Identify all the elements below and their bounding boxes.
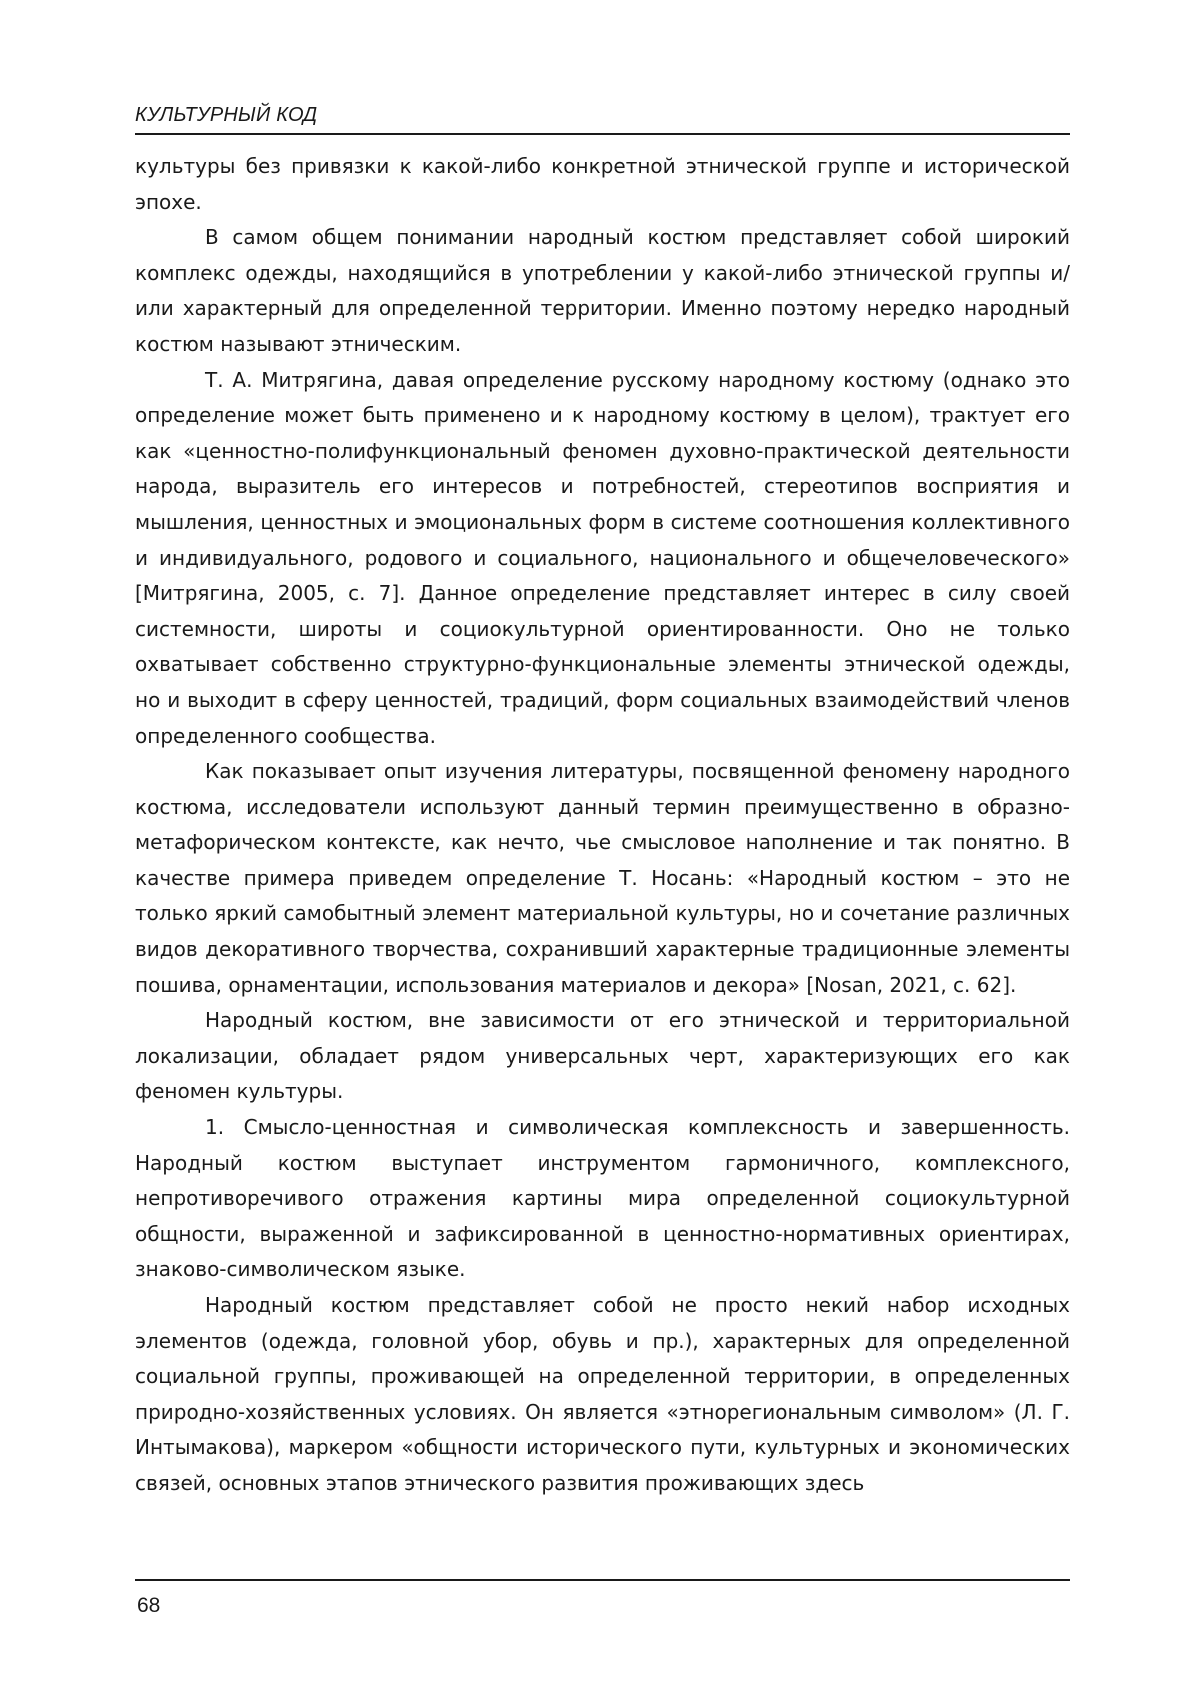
paragraph: Народный костюм, вне зависимости от его этнической и территориальной локализации, обладает рядом универсальных черт, характеризующих его как феномен культуры. [135, 1008, 1070, 1104]
footer-rule [135, 1579, 1070, 1581]
paragraph: 1. Смысло-ценностная и символическая комплексность и завершенность. Народный костюм выступает инструментом гармоничного, комплексного, непротиворечивого отражения картины мира определенной социокультурной общности, выраженной и зафиксированной в ценностно-нормативных ориентирах, знаково-символическом языке. [135, 1115, 1070, 1282]
body-text [135, 149, 1070, 1502]
paragraph-continued: культуры без привязки к какой-либо конкретной этнической группе и исторической эпохе. [135, 154, 1070, 214]
header-rule [135, 133, 1070, 135]
paragraph: Как показывает опыт изучения литературы, посвященной феномену народного костюма, исследователи используют данный термин преимущественно в образно-метафорическом контексте, как нечто, чье смысловое наполнение и так понятно. В качестве примера приведем определение Т. Носань: «Народный костюм – это не только яркий самобытный элемент материальной культуры, но и сочетание различных видов декоративного творчества, сохранивший характерные традиционные элементы пошива, орнаментации, использования материалов и декора» [Nosan, 2021, с. 62]. [135, 759, 1070, 997]
page-number: 68 [137, 1594, 161, 1617]
paragraph: Т. А. Митрягина, давая определение русскому народному костюму (однако это определение может быть применено и к народному костюму в целом), трактует его как «ценностно-полифункциональный феномен духовно-практической деятельности народа, выразитель его интересов и потребностей, стереотипов восприятия и мышления, ценностных и эмоциональных форм в системе соотношения коллективного и индивидуального, родового и социального, национального и общечеловеческого» [Митрягина, 2005, с. 7]. Данное определение представляет интерес в силу своей системности, широты и социокультурной ориентированности. Оно не только охватывает собственно структурно-функциональные элементы этнической одежды, но и выходит в сферу ценностей, традиций, форм социальных взаимодействий членов определенного сообщества. [135, 367, 1070, 748]
paragraph: В самом общем понимании народный костюм представляет собой широкий комплекс одежды, находящийся в употреблении у какой-либо этнической группы и/или характерный для определенной территории. Именно поэтому нередко народный костюм называют этническим. [135, 225, 1070, 356]
running-head-title: КУЛЬТУРНЫЙ КОД [135, 104, 318, 126]
paragraph: Народный костюм представляет собой не просто некий набор исходных элементов (одежда, головной убор, обувь и пр.), характерных для определенной социальной группы, проживающей на определенной территории, в определенных природно-хозяйственных условиях. Он является «этнорегиональным символом» (Л. Г. Интымакова), маркером «общности исторического пути, культурных и экономических связей, основных этапов этнического развития проживающих здесь [135, 1293, 1070, 1495]
